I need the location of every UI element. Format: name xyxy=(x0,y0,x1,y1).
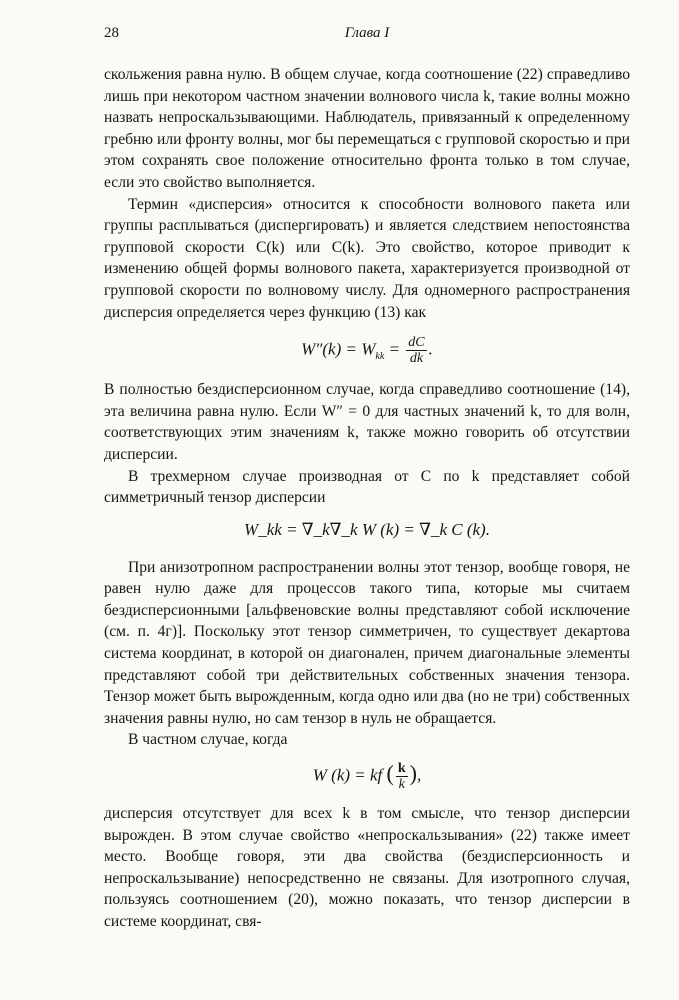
formula-3-numerator: k xyxy=(397,761,406,777)
formula-dispersion-1d xyxy=(104,323,630,379)
paragraph-6: В частном случае, когда xyxy=(128,731,288,749)
formula-1-equals: = xyxy=(384,339,405,359)
formula-1-end: . xyxy=(428,339,433,359)
page-body xyxy=(104,64,630,933)
formula-special-case xyxy=(104,751,630,803)
formula-3-end: , xyxy=(416,765,422,785)
formula-dispersion-tensor: W_kk = ∇_k∇_k W (k) = ∇_k C (k). xyxy=(244,519,490,539)
paragraph-5: При анизотропном распространении волны этот тензор, вообще говоря, не равен нулю даже для процессов такого типа, которые мы считаем бездисперсионными [альфвеновские волны представляют собой исключение (см. п. 4г)]. Поскольку этот тензор симметричен, то существует декартова система координат, в которой он диагонален, причем диагональные элементы представляют собой три действительных собственных значения тензора. Тензор может быть вырожденным, когда одно или два (но не три) собственных значения равны нулю, но сам тензор в нуль не обращается. xyxy=(104,558,630,727)
chapter-title: Глава I xyxy=(344,25,390,41)
formula-3-fraction xyxy=(396,761,408,792)
page-header xyxy=(104,25,630,47)
formula-3-close-paren: ) xyxy=(409,760,417,786)
page-number: 28 xyxy=(104,25,119,41)
formula-1-fraction xyxy=(406,335,426,366)
paragraph-4: В трехмерном случае производная от C по k представляет собой симметричный тензор дисперсии xyxy=(104,467,630,507)
paragraph-1: скольжения равна нулю. В общем случае, когда соотношение (22) справедливо лишь при некотором частном значении волнового числа k, такие волны можно назвать непроскальзывающими. Наблюдатель, привязанный к определенному гребню или фронту волны, мог бы перемещаться с групповой скоростью и при этом сохранять свое положение относительно фронта только в том случае, если это свойство выполняется. xyxy=(104,66,630,191)
formula-1-numerator: dC xyxy=(408,335,425,351)
formula-3-open-paren: ( xyxy=(386,760,394,786)
paragraph-2: Термин «дисперсия» относится к способности волнового пакета или группы расплываться (диспергировать) и является следствием непостоянства групповой скорости C(k) или C(k). Это свойство, которое приводит к изменению общей формы волнового пакета, характеризуется производной от групповой скорости по волновому числу. Для одномерного распространения дисперсия определяется через функцию (13) как xyxy=(104,195,630,321)
formula-3-denominator: k xyxy=(398,777,405,793)
formula-3-left: W (k) = kf xyxy=(312,765,387,785)
paragraph-7: дисперсия отсутствует для всех k в том смысле, что тензор дисперсии вырожден. В этом случае свойство «непроскальзывания» (22) также имеет место. Вообще говоря, эти два свойства (бездисперсионность и непроскальзывание) непосредственно не связаны. Для изотропного случая, пользуясь соотношением (20), можно показать, что тензор дисперсии в системе координат, свя- xyxy=(104,805,630,930)
paragraph-3: В полностью бездисперсионном случае, когда справедливо соотношение (14), эта величина равна нулю. Если W″ = 0 для частных значений k, то для волн, соответствующих этим значениям k, также можно говорить об отсутствии дисперсии. xyxy=(104,381,630,463)
formula-1-left: W″(k) = W xyxy=(301,339,376,359)
formula-1-subscript: kk xyxy=(375,350,385,362)
formula-1-denominator: dk xyxy=(409,351,424,367)
